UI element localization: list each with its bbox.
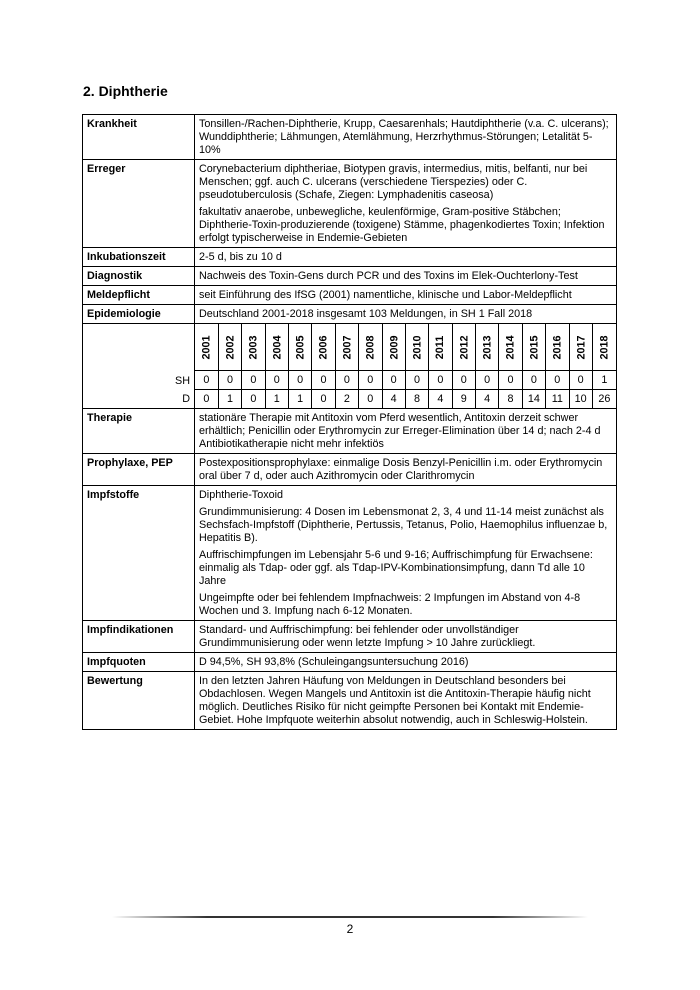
sh-count-cell: 0 <box>312 371 335 390</box>
sh-row-label: SH <box>175 375 190 387</box>
year-header-cell <box>359 324 382 371</box>
erreger-paragraph-1: Corynebacterium diphtheriae, Biotypen gravis, intermedius, mitis, belfanti, nur bei Menschen; ggf. auch C. ulcerans (verschiedene Tierspezies) oder C. pseudotuberculosis (Schafe, Ziegen: Lymphadenitis caseosa) <box>199 163 588 201</box>
year-header-cell <box>382 324 405 371</box>
d-count-cell: 9 <box>452 390 475 409</box>
sh-values-row <box>195 371 616 390</box>
year-label: 2001 <box>200 334 213 360</box>
year-header-cell <box>569 324 592 371</box>
year-label: 2010 <box>411 334 424 360</box>
label-therapie: Therapie <box>83 409 195 454</box>
d-count-cell: 10 <box>569 390 592 409</box>
row-meldepflicht <box>83 286 617 305</box>
year-header-row <box>195 324 616 371</box>
year-label: 2013 <box>481 334 494 360</box>
d-count-cell: 26 <box>592 390 616 409</box>
sh-count-cell: 0 <box>476 371 499 390</box>
d-values-row <box>195 390 616 409</box>
d-count-cell: 0 <box>242 390 265 409</box>
d-count-cell: 1 <box>218 390 241 409</box>
d-count-cell: 8 <box>499 390 522 409</box>
year-header-cell <box>265 324 288 371</box>
footer-divider <box>112 916 588 918</box>
year-label: 2003 <box>247 334 260 360</box>
sh-count-cell: 0 <box>382 371 405 390</box>
label-prophylaxe: Prophylaxe, PEP <box>83 454 195 486</box>
year-label: 2002 <box>224 334 237 360</box>
value-impfindikationen: Standard- und Auffrischimpfung: bei fehlender oder unvollständiger Grundimmunisierung oder wenn letzte Impfung > 10 Jahre zurückliegt. <box>195 621 617 653</box>
year-label: 2016 <box>551 334 564 360</box>
label-impfquoten: Impfquoten <box>83 653 195 672</box>
value-meldepflicht: seit Einführung des IfSG (2001) namentliche, klinische und Labor-Meldepflicht <box>195 286 617 305</box>
label-bewertung: Bewertung <box>83 672 195 730</box>
d-count-cell: 0 <box>359 390 382 409</box>
year-header-cell <box>546 324 569 371</box>
year-header-cell <box>218 324 241 371</box>
page-number: 2 <box>346 922 354 936</box>
meldungen-label-cell <box>83 324 195 409</box>
d-count-cell: 4 <box>382 390 405 409</box>
d-count-cell: 11 <box>546 390 569 409</box>
sh-count-cell: 0 <box>452 371 475 390</box>
row-diagnostik <box>83 267 617 286</box>
year-label: 2018 <box>598 334 611 360</box>
year-label: 2008 <box>364 334 377 360</box>
year-header-cell <box>429 324 452 371</box>
section-title: 2. Diphtherie <box>83 83 168 99</box>
label-impfindikationen: Impfindikationen <box>83 621 195 653</box>
year-header-cell <box>476 324 499 371</box>
d-row-label: D <box>182 393 190 405</box>
year-label: 2005 <box>294 334 307 360</box>
year-label: 2014 <box>504 334 517 360</box>
sh-count-cell: 0 <box>335 371 358 390</box>
meldungen-grid <box>195 324 616 408</box>
d-count-cell: 14 <box>522 390 545 409</box>
d-count-cell: 4 <box>429 390 452 409</box>
row-therapie <box>83 409 617 454</box>
sh-count-cell: 0 <box>546 371 569 390</box>
year-label: 2009 <box>388 334 401 360</box>
value-diagnostik: Nachweis des Toxin-Gens durch PCR und des Toxins im Elek-Ouchterlony-Test <box>195 267 617 286</box>
row-epidemiologie <box>83 305 617 324</box>
impfstoffe-paragraph-4: Ungeimpfte oder bei fehlendem Impfnachweis: 2 Impfungen im Abstand von 4-8 Wochen und 3. Impfung nach 6-12 Monaten. <box>199 592 581 617</box>
d-count-cell: 0 <box>312 390 335 409</box>
year-label: 2017 <box>575 334 588 360</box>
sh-count-cell: 0 <box>195 371 218 390</box>
year-label: 2004 <box>271 334 284 360</box>
row-erreger <box>83 160 617 248</box>
value-bewertung: In den letzten Jahren Häufung von Meldungen in Deutschland besonders bei Obdachlosen. Wegen Mangels und Antitoxin ist die Antitoxin-Therapie häufig nicht möglich. Deutliches Risiko für nicht geimpfte Personen bei Kontakt mit Endemie-Gebiet. Hohe Impfquote weiterhin absolut notwendig, auch in Schleswig-Holstein. <box>195 672 617 730</box>
year-header-cell <box>522 324 545 371</box>
label-krankheit: Krankheit <box>83 115 195 160</box>
value-krankheit: Tonsillen-/Rachen-Diphtherie, Krupp, Caesarenhals; Hautdiphtherie (v.a. C. ulcerans); Wunddiphtherie; Lähmungen, Atemlähmung, Herzrhythmus-Störungen; Letalität 5-10% <box>195 115 617 160</box>
value-epidemiologie: Deutschland 2001-2018 insgesamt 103 Meldungen, in SH 1 Fall 2018 <box>195 305 617 324</box>
sh-count-cell: 0 <box>429 371 452 390</box>
value-erreger <box>195 160 617 248</box>
sh-count-cell: 0 <box>569 371 592 390</box>
disease-fact-table <box>82 114 617 730</box>
label-meldepflicht: Meldepflicht <box>83 286 195 305</box>
d-count-cell: 8 <box>405 390 428 409</box>
year-label: 2011 <box>434 335 447 359</box>
impfstoffe-paragraph-1: Diphtherie-Toxoid <box>199 489 284 501</box>
year-header-cell <box>242 324 265 371</box>
label-impfstoffe: Impfstoffe <box>83 486 195 621</box>
label-epidemiologie: Epidemiologie <box>83 305 195 324</box>
year-header-cell <box>499 324 522 371</box>
row-impfquoten <box>83 653 617 672</box>
value-inkubationszeit: 2-5 d, bis zu 10 d <box>195 248 617 267</box>
year-label: 2012 <box>458 334 471 360</box>
sh-count-cell: 0 <box>405 371 428 390</box>
value-therapie: stationäre Therapie mit Antitoxin vom Pferd wesentlich, Antitoxin derzeit schwer erhältlich; Penicillin oder Erythromycin zur Erreger-Elimination über 14 d; nach 2-4 d Antibiotikatherapie nicht mehr infektiös <box>195 409 617 454</box>
year-header-cell <box>195 324 218 371</box>
row-bewertung <box>83 672 617 730</box>
year-header-cell <box>405 324 428 371</box>
erreger-paragraph-2: fakultativ anaerobe, unbewegliche, keulenförmige, Gram-positive Stäbchen; Diphtherie-Toxin-produzierende (toxigene) Stämme, phagenkodiertes Toxin; Infektion erfolgt typischerweise in Endemie-Gebieten <box>199 206 605 244</box>
d-count-cell: 1 <box>265 390 288 409</box>
impfstoffe-paragraph-3: Auffrischimpfungen im Lebensjahr 5-6 und 9-16; Auffrischimpfung für Erwachsene: einmalig als Tdap- oder ggf. als Tdap-IPV-Kombinationsimpfung, dann Td alle 10 Jahre <box>199 549 593 587</box>
value-impfquoten: D 94,5%, SH 93,8% (Schuleingangsuntersuchung 2016) <box>195 653 617 672</box>
row-meldungen-table <box>83 324 617 409</box>
sh-count-cell: 0 <box>289 371 312 390</box>
meldungen-grid-cell <box>195 324 617 409</box>
row-inkubationszeit <box>83 248 617 267</box>
year-label: 2006 <box>317 334 330 360</box>
row-krankheit <box>83 115 617 160</box>
d-count-cell: 4 <box>476 390 499 409</box>
d-count-cell: 0 <box>195 390 218 409</box>
row-prophylaxe <box>83 454 617 486</box>
year-header-cell <box>312 324 335 371</box>
year-header-cell <box>289 324 312 371</box>
year-header-cell <box>452 324 475 371</box>
year-header-cell <box>335 324 358 371</box>
sh-count-cell: 0 <box>522 371 545 390</box>
impfstoffe-paragraph-2: Grundimmunisierung: 4 Dosen im Lebensmonat 2, 3, 4 und 11-14 meist zunächst als Sechsfach-Impfstoff (Diphtherie, Pertussis, Tetanus, Polio, Haemophilus influenzae b, Hepatitis B). <box>199 506 608 544</box>
label-diagnostik: Diagnostik <box>83 267 195 286</box>
sh-count-cell: 1 <box>592 371 616 390</box>
sh-count-cell: 0 <box>265 371 288 390</box>
label-erreger: Erreger <box>83 160 195 248</box>
row-impfindikationen <box>83 621 617 653</box>
sh-count-cell: 0 <box>499 371 522 390</box>
value-impfstoffe <box>195 486 617 621</box>
label-inkubationszeit: Inkubationszeit <box>83 248 195 267</box>
year-label: 2015 <box>528 334 541 360</box>
year-label: 2007 <box>341 334 354 360</box>
sh-count-cell: 0 <box>359 371 382 390</box>
row-impfstoffe <box>83 486 617 621</box>
sh-count-cell: 0 <box>218 371 241 390</box>
value-prophylaxe: Postexpositionsprophylaxe: einmalige Dosis Benzyl-Penicillin i.m. oder Erythromycin oral über 7 d, oder auch Azithromycin oder Clarithromycin <box>195 454 617 486</box>
d-count-cell: 1 <box>289 390 312 409</box>
d-count-cell: 2 <box>335 390 358 409</box>
year-header-cell <box>592 324 616 371</box>
sh-count-cell: 0 <box>242 371 265 390</box>
